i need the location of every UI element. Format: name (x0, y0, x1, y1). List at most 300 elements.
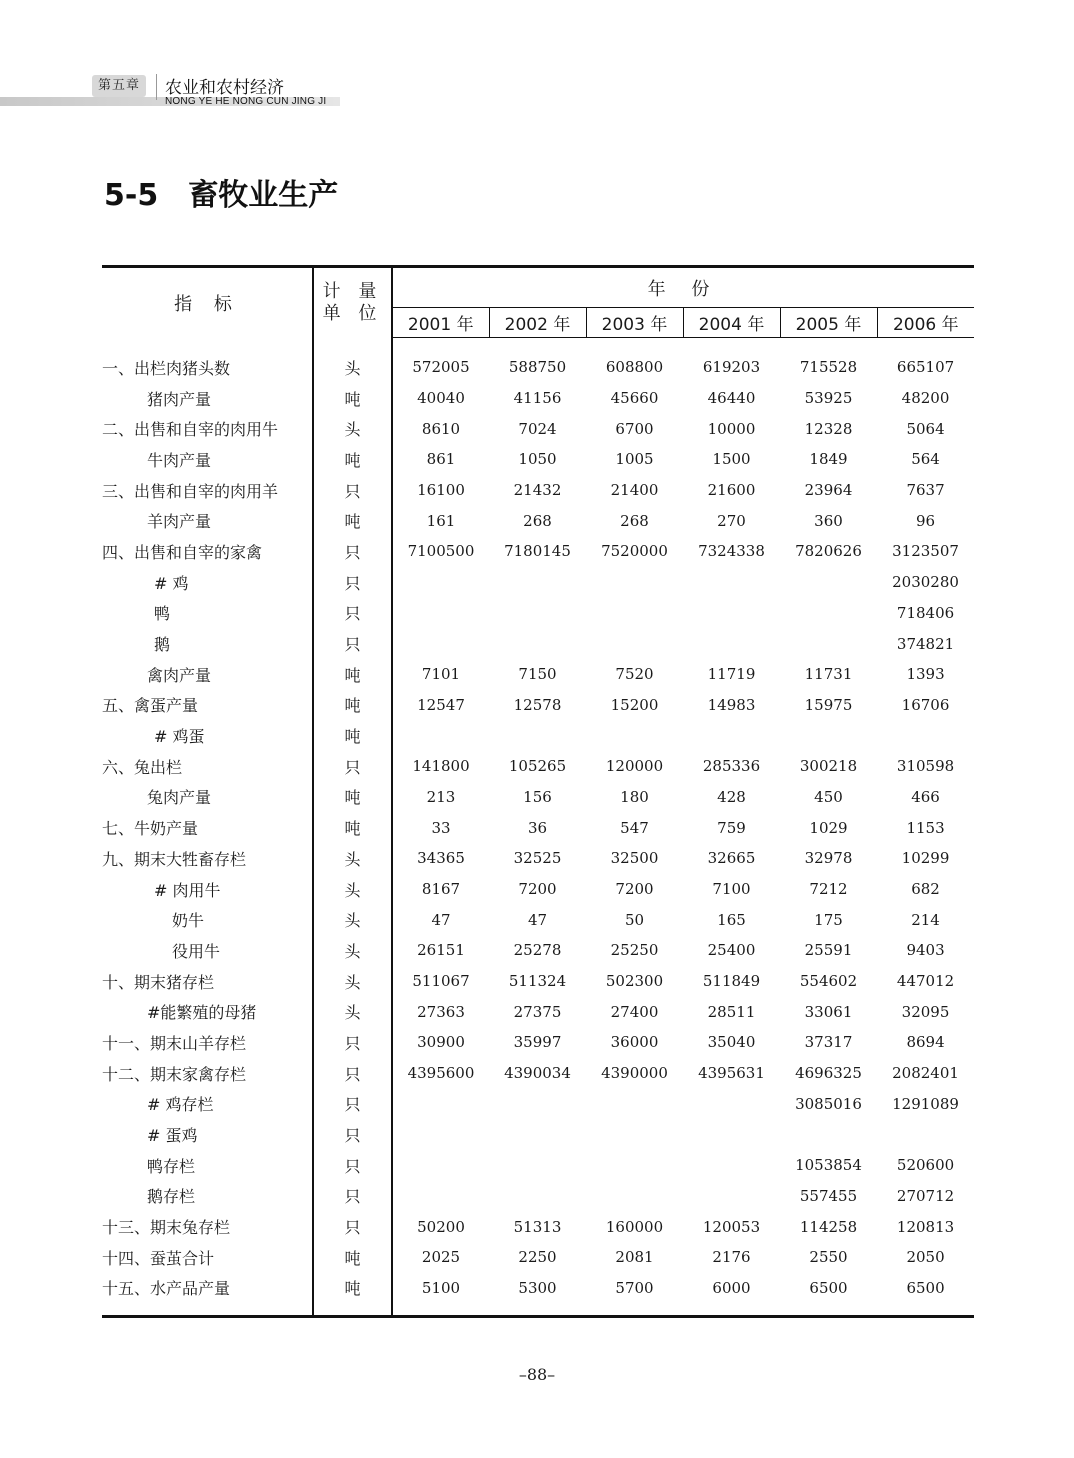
value-cell: 450 (814, 787, 843, 806)
table-row (102, 628, 974, 659)
value-cell: 21432 (513, 481, 562, 500)
value-cell: 6500 (877, 1273, 974, 1317)
unit-cell: 头 (313, 338, 392, 383)
value-cell: 1500 (712, 450, 751, 469)
indicator-header: 指 标 (102, 267, 313, 338)
value-cell: 6000 (683, 1273, 780, 1317)
value-cell: 2082401 (892, 1064, 959, 1083)
chapter-tag: 第五章 (92, 75, 146, 97)
table-row (102, 1181, 974, 1212)
value-cell: 4395631 (698, 1064, 765, 1083)
value-cell (392, 720, 489, 751)
value-cell: 36 (527, 818, 548, 837)
value-cell: 180 (620, 787, 649, 806)
value-cell: 12547 (417, 695, 465, 714)
value-cell (489, 1089, 586, 1120)
value-cell (586, 598, 683, 629)
value-cell: 47 (527, 910, 548, 929)
value-cell (683, 720, 780, 751)
value-cell: 7324338 (698, 542, 765, 561)
indicator-label: 四、出售和自宰的家禽 (102, 536, 313, 567)
value-cell (586, 1150, 683, 1181)
unit-header (313, 267, 392, 338)
value-cell (683, 628, 780, 659)
value-cell: 6500 (780, 1273, 877, 1317)
year-column-header: 2001 年 (392, 308, 489, 338)
value-cell: 40040 (417, 389, 465, 408)
table-row (102, 1242, 974, 1273)
value-cell (489, 1150, 586, 1181)
value-cell: 12578 (513, 695, 562, 714)
unit-cell: 只 (313, 598, 392, 629)
value-cell: 572005 (412, 358, 470, 377)
indicator-label: # 鸡存栏 (102, 1089, 313, 1120)
value-cell: 21600 (707, 481, 756, 500)
value-cell: 15200 (610, 695, 659, 714)
value-cell: 2050 (906, 1248, 945, 1267)
indicator-label: 七、牛奶产量 (102, 812, 313, 843)
unit-cell: 只 (313, 475, 392, 506)
unit-cell: 吨 (313, 720, 392, 751)
value-cell: 37317 (804, 1033, 853, 1052)
unit-cell: 只 (313, 1089, 392, 1120)
unit-cell: 只 (313, 536, 392, 567)
value-cell: 45660 (610, 389, 659, 408)
value-cell: 1053854 (795, 1156, 862, 1175)
indicator-label: 十二、期末家禽存栏 (102, 1058, 313, 1089)
value-cell (392, 1181, 489, 1212)
table-row (102, 843, 974, 874)
value-cell: 619203 (702, 358, 761, 377)
value-cell: 25591 (804, 941, 853, 960)
value-cell: 270 (717, 511, 746, 530)
table-row (102, 567, 974, 598)
value-cell: 682 (911, 880, 940, 899)
value-cell: 160000 (605, 1217, 664, 1236)
value-cell: 4696325 (795, 1064, 862, 1083)
value-cell (489, 598, 586, 629)
value-cell: 23964 (804, 481, 853, 500)
table-row (102, 383, 974, 414)
indicator-label: 鹅存栏 (102, 1181, 313, 1212)
value-cell (392, 598, 489, 629)
value-cell: 51313 (513, 1217, 562, 1236)
value-cell: 374821 (896, 634, 955, 653)
value-cell: 554602 (799, 972, 858, 991)
value-cell: 7520 (615, 665, 654, 684)
unit-cell: 头 (313, 874, 392, 905)
value-cell: 11719 (707, 665, 756, 684)
table-row (102, 720, 974, 751)
table-row (102, 444, 974, 475)
value-cell: 10000 (707, 419, 756, 438)
value-cell (586, 1119, 683, 1150)
value-cell: 1005 (615, 450, 654, 469)
value-cell: 608800 (605, 358, 664, 377)
page-title (104, 170, 338, 214)
value-cell: 15975 (804, 695, 853, 714)
value-cell: 861 (426, 450, 456, 469)
unit-cell: 只 (313, 567, 392, 598)
year-column-header: 2002 年 (489, 308, 586, 338)
indicator-label: 十四、蚕茧合计 (102, 1242, 313, 1273)
unit-cell: 只 (313, 1027, 392, 1058)
value-cell (877, 720, 974, 751)
value-cell: 213 (426, 787, 456, 806)
value-cell: 7200 (615, 880, 654, 899)
table-row (102, 812, 974, 843)
year-column-header: 2003 年 (586, 308, 683, 338)
value-cell: 27375 (513, 1002, 562, 1021)
value-cell: 165 (717, 910, 746, 929)
value-cell: 718406 (896, 603, 955, 622)
value-cell: 360 (814, 511, 843, 530)
table-row (102, 475, 974, 506)
unit-cell: 吨 (313, 1242, 392, 1273)
value-cell: 25400 (707, 941, 756, 960)
value-cell: 26151 (417, 941, 465, 960)
value-cell: 520600 (896, 1156, 955, 1175)
header-divider (156, 74, 157, 100)
table-row (102, 1089, 974, 1120)
value-cell: 41156 (513, 389, 562, 408)
value-cell (392, 1089, 489, 1120)
chapter-pinyin: NONG YE HE NONG CUN JING JI (165, 96, 327, 107)
value-cell (489, 720, 586, 751)
value-cell: 511067 (412, 972, 470, 991)
indicator-label: 鸭存栏 (102, 1150, 313, 1181)
value-cell: 2025 (421, 1248, 461, 1267)
table-row (102, 413, 974, 444)
value-cell: 35040 (707, 1033, 756, 1052)
value-cell: 447012 (896, 972, 955, 991)
indicator-label: 役用牛 (102, 935, 313, 966)
value-cell (392, 1150, 489, 1181)
value-cell (683, 598, 780, 629)
unit-cell: 头 (313, 996, 392, 1027)
indicator-label: 鹅 (102, 628, 313, 659)
value-cell (683, 1181, 780, 1212)
unit-cell: 吨 (313, 444, 392, 475)
indicator-label: 十、期末猪存栏 (102, 966, 313, 997)
value-cell: 300218 (799, 757, 858, 776)
table-number: 5-5 (104, 178, 159, 213)
indicator-label: 十一、期末山羊存栏 (102, 1027, 313, 1058)
indicator-label: 猪肉产量 (102, 383, 313, 414)
unit-cell: 吨 (313, 690, 392, 721)
value-cell (683, 1089, 780, 1120)
year-column-header: 2004 年 (683, 308, 780, 338)
table-row (102, 966, 974, 997)
value-cell: 96 (915, 511, 936, 530)
value-cell: 48200 (901, 389, 950, 408)
value-cell (392, 567, 489, 598)
value-cell: 32978 (804, 849, 853, 868)
value-cell: 30900 (417, 1033, 465, 1052)
value-cell (780, 567, 877, 598)
unit-cell: 头 (313, 935, 392, 966)
table-row (102, 598, 974, 629)
table-row (102, 1119, 974, 1150)
value-cell: 8694 (906, 1033, 945, 1052)
value-cell: 2550 (809, 1248, 848, 1267)
indicator-label: #能繁殖的母猪 (102, 996, 313, 1027)
value-cell: 5700 (586, 1273, 683, 1317)
indicator-label: # 肉用牛 (102, 874, 313, 905)
value-cell: 1291089 (892, 1094, 959, 1113)
value-cell: 8167 (421, 880, 461, 899)
value-cell: 25250 (610, 941, 659, 960)
unit-cell: 只 (313, 1181, 392, 1212)
table-row (102, 1211, 974, 1242)
indicator-label: 二、出售和自宰的肉用牛 (102, 413, 313, 444)
value-cell: 715528 (799, 358, 858, 377)
value-cell: 2030280 (892, 573, 959, 592)
value-cell: 270712 (896, 1186, 955, 1205)
value-cell: 32095 (901, 1002, 950, 1021)
unit-cell: 只 (313, 751, 392, 782)
livestock-table (102, 265, 974, 1318)
value-cell: 53925 (804, 389, 853, 408)
value-cell: 7180145 (504, 542, 571, 561)
value-cell: 564 (911, 450, 940, 469)
value-cell: 5064 (906, 419, 945, 438)
value-cell: 141800 (412, 757, 470, 776)
unit-header-line2: 单 位 (322, 302, 383, 324)
table-row (102, 996, 974, 1027)
indicator-label: 九、期末大牲畜存栏 (102, 843, 313, 874)
value-cell: 7100500 (407, 542, 475, 561)
table-row (102, 1027, 974, 1058)
value-cell: 7024 (518, 419, 557, 438)
unit-cell: 头 (313, 966, 392, 997)
value-cell: 268 (620, 511, 649, 530)
value-cell: 35997 (513, 1033, 562, 1052)
value-cell: 156 (523, 787, 552, 806)
value-cell: 7212 (809, 880, 848, 899)
value-cell: 28511 (707, 1002, 756, 1021)
value-cell: 36000 (610, 1033, 659, 1052)
value-cell: 120813 (896, 1217, 955, 1236)
table-row (102, 751, 974, 782)
value-cell: 16100 (417, 481, 465, 500)
indicator-label: 十五、水产品产量 (102, 1273, 313, 1317)
table-row (102, 690, 974, 721)
value-cell: 547 (620, 818, 649, 837)
unit-cell: 头 (313, 843, 392, 874)
value-cell: 32525 (513, 849, 562, 868)
table-row (102, 1058, 974, 1089)
value-cell: 12328 (804, 419, 853, 438)
value-cell: 47 (431, 910, 451, 929)
value-cell: 8610 (421, 419, 461, 438)
value-cell: 665107 (896, 358, 955, 377)
value-cell: 7200 (518, 880, 557, 899)
value-cell (489, 1181, 586, 1212)
value-cell: 9403 (906, 941, 945, 960)
indicator-label: 十三、期末兔存栏 (102, 1211, 313, 1242)
value-cell: 33061 (804, 1002, 853, 1021)
value-cell: 7150 (518, 665, 557, 684)
value-cell: 33 (431, 818, 451, 837)
year-column-header: 2005 年 (780, 308, 877, 338)
value-cell: 3123507 (892, 542, 959, 561)
indicator-label: 五、禽蛋产量 (102, 690, 313, 721)
value-cell (586, 628, 683, 659)
indicator-label: # 蛋鸡 (102, 1119, 313, 1150)
value-cell (392, 1119, 489, 1150)
value-cell: 25278 (513, 941, 562, 960)
unit-cell: 吨 (313, 1273, 392, 1317)
indicator-label: # 鸡 (102, 567, 313, 598)
value-cell (683, 1150, 780, 1181)
unit-cell: 吨 (313, 659, 392, 690)
value-cell: 21400 (610, 481, 659, 500)
value-cell (586, 1181, 683, 1212)
value-cell: 10299 (901, 849, 950, 868)
unit-cell: 头 (313, 904, 392, 935)
value-cell: 4390034 (504, 1064, 571, 1083)
unit-cell: 吨 (313, 383, 392, 414)
value-cell: 6700 (615, 419, 654, 438)
value-cell: 285336 (702, 757, 761, 776)
value-cell: 16706 (901, 695, 950, 714)
indicator-label: # 鸡蛋 (102, 720, 313, 751)
table-row (102, 935, 974, 966)
value-cell (489, 628, 586, 659)
value-cell: 7101 (421, 665, 461, 684)
value-cell (586, 567, 683, 598)
value-cell: 502300 (605, 972, 664, 991)
table-row (102, 782, 974, 813)
value-cell: 27400 (610, 1002, 659, 1021)
unit-cell: 只 (313, 1150, 392, 1181)
page-number: –88– (518, 1365, 556, 1384)
value-cell: 32665 (707, 849, 756, 868)
value-cell: 1393 (906, 665, 945, 684)
unit-cell: 只 (313, 1058, 392, 1089)
indicator-label: 三、出售和自宰的肉用羊 (102, 475, 313, 506)
indicator-label: 禽肉产量 (102, 659, 313, 690)
value-cell (586, 1089, 683, 1120)
value-cell (780, 628, 877, 659)
unit-cell: 吨 (313, 782, 392, 813)
value-cell: 759 (717, 818, 746, 837)
value-cell: 557455 (799, 1186, 858, 1205)
indicator-label: 牛肉产量 (102, 444, 313, 475)
value-cell: 114258 (799, 1217, 858, 1236)
value-cell (683, 567, 780, 598)
indicator-label: 羊肉产量 (102, 505, 313, 536)
value-cell (489, 567, 586, 598)
value-cell: 2176 (712, 1248, 751, 1267)
value-cell: 1849 (809, 450, 848, 469)
value-cell: 7520000 (601, 542, 668, 561)
unit-cell: 只 (313, 1119, 392, 1150)
value-cell: 1153 (906, 818, 945, 837)
indicator-label: 鸭 (102, 598, 313, 629)
table-row (102, 1150, 974, 1181)
value-cell: 2250 (518, 1248, 557, 1267)
value-cell: 2081 (615, 1248, 654, 1267)
value-cell: 466 (911, 787, 940, 806)
value-cell: 7637 (906, 481, 945, 500)
table-row (102, 536, 974, 567)
value-cell: 1029 (809, 818, 848, 837)
value-cell: 7100 (712, 880, 751, 899)
table-row (102, 659, 974, 690)
unit-cell: 只 (313, 628, 392, 659)
chapter-header (0, 70, 1074, 110)
unit-header-line1: 计 量 (322, 280, 383, 302)
value-cell: 7820626 (795, 542, 862, 561)
value-cell (780, 1119, 877, 1150)
value-cell (392, 628, 489, 659)
value-cell: 161 (426, 511, 456, 530)
value-cell: 5100 (392, 1273, 489, 1317)
value-cell: 310598 (896, 757, 955, 776)
value-cell (780, 598, 877, 629)
value-cell: 214 (911, 910, 940, 929)
year-header: 年 份 (392, 267, 974, 308)
year-column-header: 2006 年 (877, 308, 974, 338)
value-cell: 4390000 (601, 1064, 668, 1083)
value-cell: 3085016 (795, 1094, 862, 1113)
value-cell: 120000 (605, 757, 664, 776)
value-cell (683, 1119, 780, 1150)
table-row (102, 1273, 974, 1317)
chapter-title: 农业和农村经济 (165, 78, 284, 98)
unit-cell: 只 (313, 1211, 392, 1242)
unit-cell: 头 (313, 413, 392, 444)
indicator-label: 兔肉产量 (102, 782, 313, 813)
value-cell: 14983 (707, 695, 756, 714)
value-cell: 50 (624, 910, 645, 929)
indicator-label: 一、出栏肉猪头数 (102, 338, 313, 383)
value-cell: 34365 (417, 849, 465, 868)
value-cell (877, 1119, 974, 1150)
value-cell: 5300 (489, 1273, 586, 1317)
table-row (102, 904, 974, 935)
value-cell: 4395600 (407, 1064, 475, 1083)
value-cell (780, 720, 877, 751)
value-cell: 32500 (610, 849, 659, 868)
value-cell: 11731 (804, 665, 853, 684)
table-title: 畜牧业生产 (188, 178, 339, 213)
value-cell: 46440 (707, 389, 756, 408)
unit-cell: 吨 (313, 812, 392, 843)
table-row (102, 874, 974, 905)
value-cell: 588750 (508, 358, 567, 377)
value-cell: 120053 (702, 1217, 761, 1236)
value-cell: 105265 (508, 757, 567, 776)
indicator-label: 奶牛 (102, 904, 313, 935)
table-row (102, 505, 974, 536)
value-cell: 27363 (417, 1002, 465, 1021)
value-cell: 175 (814, 910, 843, 929)
value-cell (586, 720, 683, 751)
value-cell: 50200 (417, 1217, 465, 1236)
value-cell (489, 1119, 586, 1150)
table-row (102, 338, 974, 383)
indicator-label: 六、兔出栏 (102, 751, 313, 782)
value-cell: 511324 (508, 972, 567, 991)
unit-cell: 吨 (313, 505, 392, 536)
value-cell: 1050 (518, 450, 557, 469)
value-cell: 268 (523, 511, 552, 530)
value-cell: 428 (717, 787, 746, 806)
value-cell: 511849 (702, 972, 761, 991)
